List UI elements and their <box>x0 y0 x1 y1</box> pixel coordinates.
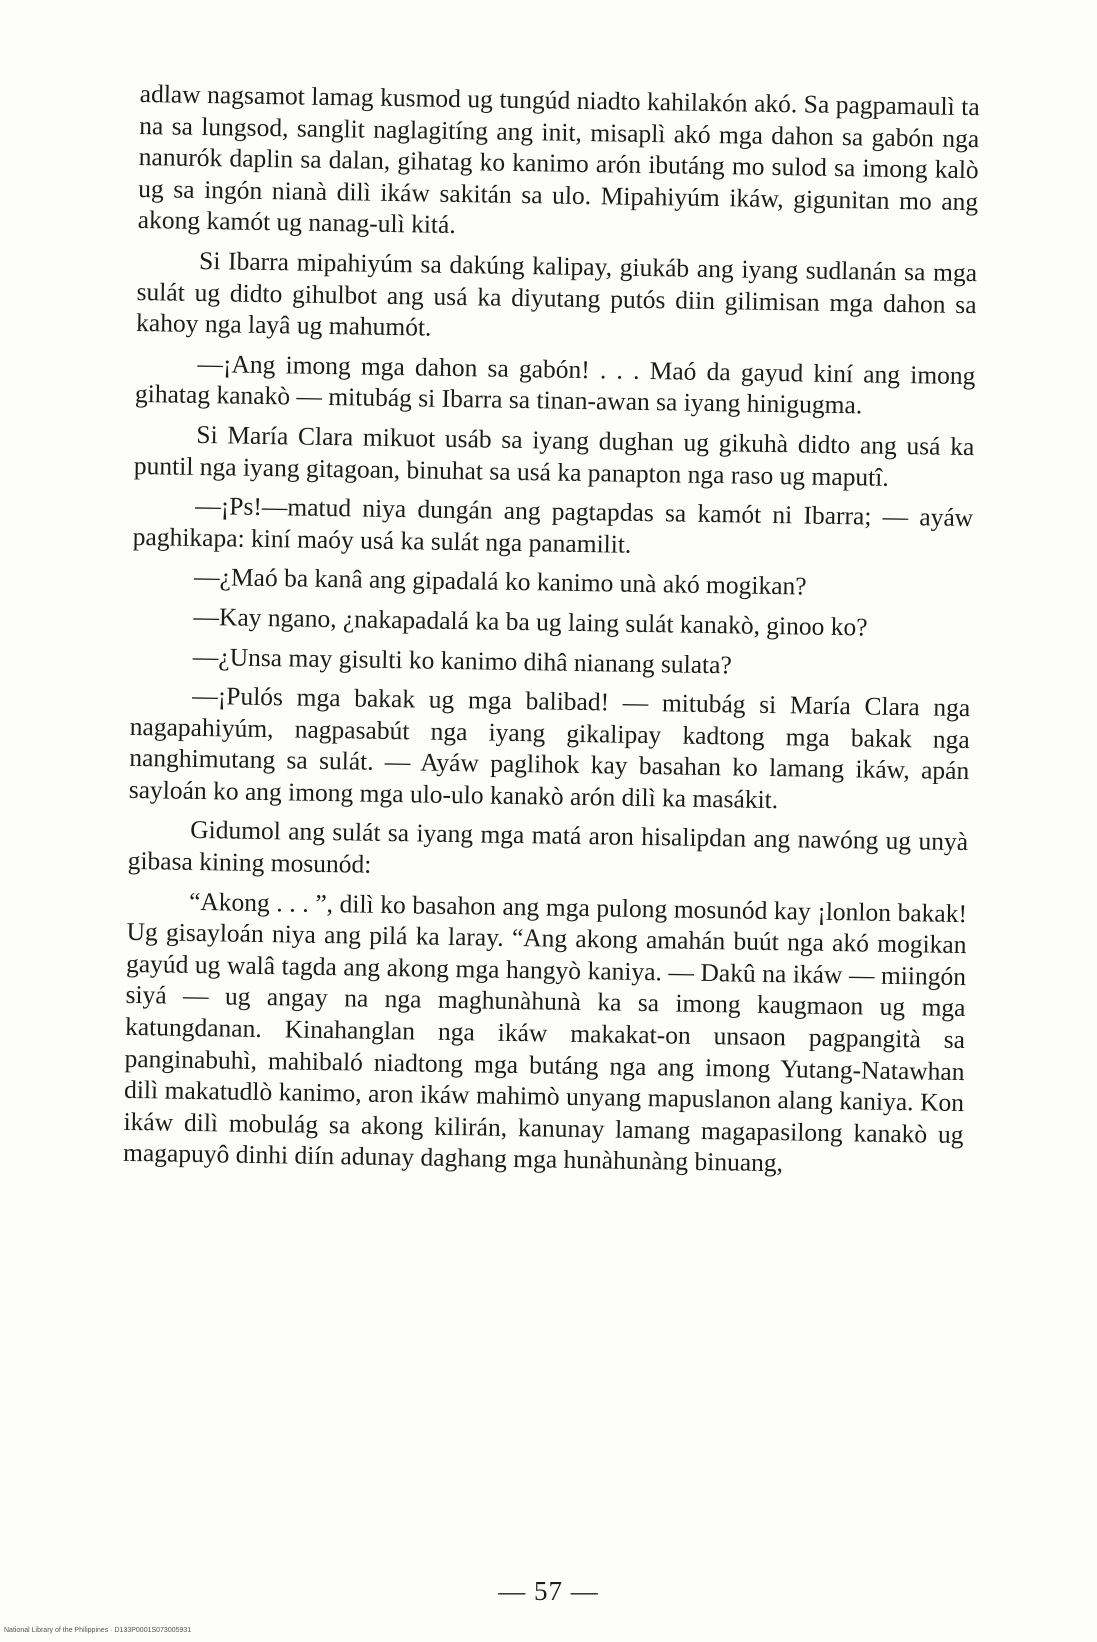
paragraph-2: Si Ibarra mipahiyúm sa dakúng kalipay, giukáb ang iyang sudlanán sa mga sulát ug didto gihulbot ang usá ka diyutang putós diin gilimisan mga dahon sa kahoy nga layâ ug mahumót. <box>135 245 978 342</box>
paragraph-8: —¿Unsa may gisulti ko kanimo dihâ nianang sulata? <box>192 641 733 679</box>
paragraph-5: —¡Ps!—matud niya dungán ang pagtapdas sa kamót ni Ibarra; — ayáw paghikapa: kiní maóy usá ka sulát nga panamilit. <box>132 491 974 559</box>
paragraph-4: Si María Clara mikuot usáb sa iyang dughan ug gikuhà didto ang usá ka puntil nga iyang gitagoan, binuhat sa usá ka panapton nga raso ug maputî. <box>133 419 975 492</box>
paragraph-10: Gidumol ang sulát sa iyang mga matá aron hisalipdan ang nawóng ug unyà gibasa kining mosunód: <box>127 815 969 879</box>
body-text <box>123 78 980 1190</box>
page-number: — 57 — <box>498 1576 599 1606</box>
paragraph-7: —Kay ngano, ¿nakapadalá ka ba ug laing sulát kanakò, ginoo ko? <box>193 601 868 642</box>
paragraph-3: —¡Ang imong mga dahon sa gabón! . . . Maó da gayud kiní ang imong gihatag kanakò — mitubág si Ibarra sa tinan-awan sa iyang hinigugma. <box>134 348 976 420</box>
paragraph-9: —¡Pulós mga bakak ug mga balibad! — mitubág si María Clara nga nagapahiyúm, nagpasabút nga iyang gikalipay kadtong mga bakak nga nanghimutang sa sulát. — Ayáw paglihok kay basahan ko lamang ikáw, apán sayloán ko ang imong mga ulo-ulo kanakò arón dilì ka masákit. <box>128 680 971 814</box>
paragraph-11: “Akong . . . ”, dilì ko basahon ang mga pulong mosunód kay ¡lonlon bakak! Ug gisayloán niya ang pilá ka laray. “Ang akong amahán buút nga akó mogikan gayúd ug walâ tagda ang akong mga hangyò kaniya. — Dakû na ikáw — miingón siyá — ug angay na nga maghunàhunà ka sa imong kaugmaon ug mga katungdanan. Kinahanglan nga ikáw makakat-on unsaon pagpangità sa panginabuhì, mahibaló niadtong mga butáng nga ang imong Yutang-Natawhan dilì makatudlò kanimo, aron ikáw mahimò unyang mapuslanon alang kaniya. Kon ikáw dilì mobulág sa akong kilirán, kanunay lamang magapasilong kanakò ug magapuyô dinhi diín adunay daghang mga hunàhunàng binuang, <box>122 886 968 1178</box>
paragraph-6: —¿Maó ba kanâ ang gipadalá ko kanimo unà akó mogikan? <box>193 562 807 601</box>
paragraph-1: adlaw nagsamot lamag kusmod ug tungúd niadto kahilakón akó. Sa pagpamaulì ta na sa lungsod, sanglit naglagitíng ang init, misaplì akó mga dahon sa gabón nga nanurók daplin sa dalan, gihatag ko kanimo arón ibutáng mo sulod sa imong kalò ug sa ingón nianà dilì ikáw sakitán sa ulo. Mipahiyúm ikáw, gigunitan mo ang akong kamót ug nanag-ulì kitá. <box>137 78 980 240</box>
library-stamp: National Library of the Philippines · D133P0001S073005931 <box>4 1627 192 1634</box>
